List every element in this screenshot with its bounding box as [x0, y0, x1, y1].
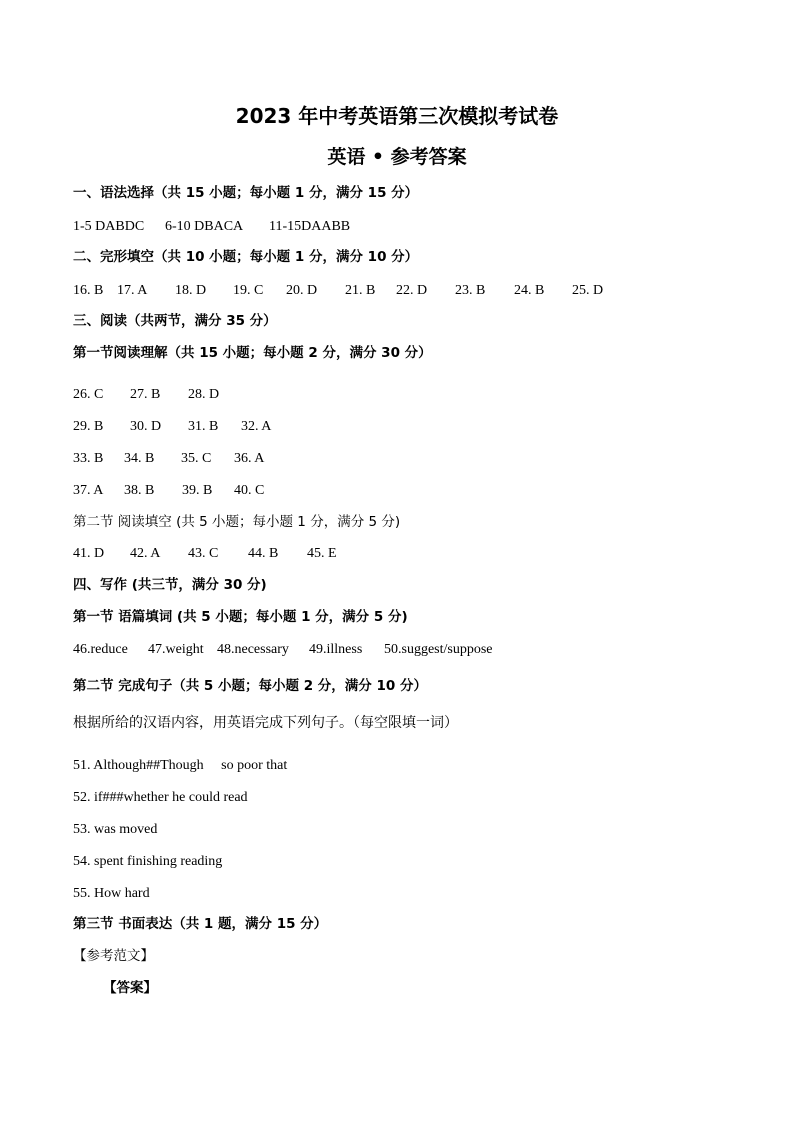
answer-item: 31. B [188, 419, 219, 434]
section3-part1-heading: 第一节阅读理解（共 15 小题；每小题 2 分，满分 30 分） [73, 345, 432, 361]
answer-item: 6-10 DBACA [165, 219, 244, 234]
answer-item: 50.suggest/suppose [384, 642, 493, 657]
answer-item: 49.illness [309, 642, 363, 657]
answer-item: 39. B [182, 483, 213, 498]
answer-item: 30. D [130, 419, 162, 434]
answer-item: 48.necessary [217, 642, 289, 657]
answer-item: 19. C [233, 283, 264, 298]
answer-item: 25. D [572, 283, 604, 298]
answer-item: 20. D [286, 283, 318, 298]
answer-item: 24. B [514, 283, 545, 298]
answer-item: 32. A [241, 419, 272, 434]
answer-item: 47.weight [148, 642, 204, 657]
section2-heading: 二、完形填空（共 10 小题；每小题 1 分，满分 10 分） [73, 249, 419, 265]
answer-item: 34. B [124, 451, 155, 466]
answer-item: 37. A [73, 483, 104, 498]
answer-item: 21. B [345, 283, 376, 298]
answer-item: 26. C [73, 387, 104, 402]
answer-item: 18. D [175, 283, 207, 298]
list-item: 54. spent finishing reading [73, 854, 223, 869]
answer-item: 11-15DAABB [269, 219, 351, 234]
answer-item: 33. B [73, 451, 104, 466]
section4-part2-instruction: 根据所给的汉语内容，用英语完成下列句子。（每空限填一词） [73, 715, 458, 731]
sample-essay-label: 【参考范文】 [73, 948, 154, 964]
section4-part3-heading: 第三节 书面表达（共 1 题，满分 15 分） [73, 916, 328, 932]
answer-item: 46.reduce [73, 642, 128, 657]
section4-heading: 四、写作 (共三节，满分 30 分) [73, 577, 267, 593]
answer-item: 27. B [130, 387, 161, 402]
answer-item: 38. B [124, 483, 155, 498]
answer-item: 43. C [188, 546, 219, 561]
answer-item: 45. E [307, 546, 337, 561]
answer-item: 40. C [234, 483, 265, 498]
section3-heading: 三、阅读（共两节，满分 35 分） [73, 313, 277, 329]
answer-item: 22. D [396, 283, 428, 298]
answer-item: 1-5 DABDC [73, 219, 145, 234]
page-subtitle: 英语 • 参考答案 [327, 146, 467, 168]
list-item: 52. if###whether he could read [73, 790, 248, 805]
answer-item: 16. B [73, 283, 104, 298]
section4-part1-heading: 第一节 语篇填词 (共 5 小题；每小题 1 分，满分 5 分) [73, 609, 408, 625]
answer-item: 28. D [188, 387, 220, 402]
list-item: 51. Although##Though so poor that [73, 758, 288, 773]
answer-item: 23. B [455, 283, 486, 298]
answer-label: 【答案】 [103, 980, 157, 996]
answer-item: 35. C [181, 451, 212, 466]
answer-item: 36. A [234, 451, 265, 466]
answer-item: 29. B [73, 419, 104, 434]
answer-item: 42. A [130, 546, 161, 561]
list-item: 55. How hard [73, 886, 150, 901]
section3-part2-heading: 第二节 阅读填空 (共 5 小题；每小题 1 分，满分 5 分) [73, 514, 401, 530]
answer-item: 17. A [117, 283, 148, 298]
section1-heading: 一、语法选择（共 15 小题；每小题 1 分，满分 15 分） [73, 185, 419, 201]
section4-part2-heading: 第二节 完成句子（共 5 小题；每小题 2 分，满分 10 分） [73, 678, 427, 694]
answer-item: 44. B [248, 546, 279, 561]
list-item: 53. was moved [73, 822, 158, 837]
answer-item: 41. D [73, 546, 105, 561]
page-title: 2023 年中考英语第三次模拟考试卷 [235, 104, 559, 128]
